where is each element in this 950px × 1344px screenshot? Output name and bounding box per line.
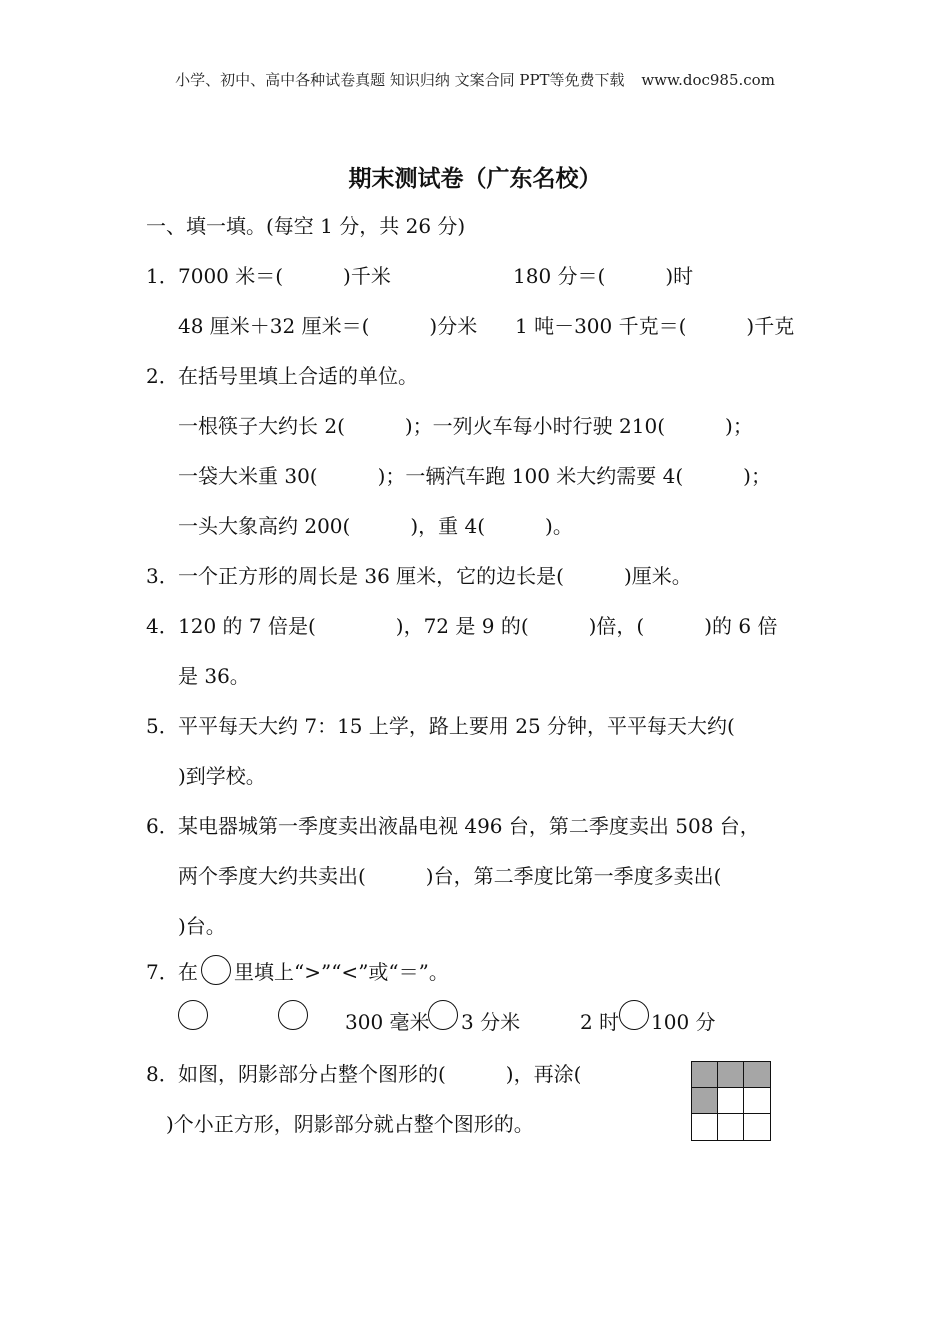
q3-text: 一个正方形的周长是 36 厘米，它的边长是( )厘米。 [178,564,692,588]
q7-c1-right: 3 分米 [461,1010,521,1034]
compare-circle-4[interactable] [619,1000,649,1030]
q1-item-b: 180 分＝( )时 [513,264,694,288]
grid-cell [718,1114,744,1140]
q7-number: 7． [146,960,179,984]
q2-number: 2． [146,364,179,388]
q4-line-1: 120 的 7 倍是( )，72 是 9 的( )倍，( )的 6 倍 [178,614,778,638]
compare-circle-1[interactable] [178,1000,208,1030]
q6-line-3: )台。 [178,914,226,938]
q1-item-a: 7000 米＝( )千米 [178,264,391,288]
grid-cell [718,1062,744,1088]
q7-c2-right: 100 分 [651,1010,716,1034]
q7-pre: 在 [178,960,198,984]
q2-line-2: 一袋大米重 30( )；一辆汽车跑 100 米大约需要 4( )； [178,464,771,488]
compare-circle-3[interactable] [428,1000,458,1030]
shaded-grid-figure [691,1061,771,1141]
q7-c1-left: 300 毫米 [345,1010,430,1034]
q5-line-2: )到学校。 [178,764,266,788]
q8-line-2: )个小正方形，阴影部分就占整个图形的。 [166,1112,534,1136]
q4-number: 4． [146,614,179,638]
q1-item-c: 48 厘米＋32 厘米＝( )分米 [178,314,478,338]
compare-circle-2[interactable] [278,1000,308,1030]
grid-cell [692,1088,718,1114]
q5-line-1: 平平每天大约 7：15 上学，路上要用 25 分钟，平平每天大约( [178,714,735,738]
section-heading: 一、填一填。(每空 1 分，共 26 分) [146,214,466,238]
q2-line-1: 一根筷子大约长 2( )；一列火车每小时行驶 210( )； [178,414,753,438]
q2-stem: 在括号里填上合适的单位。 [178,364,418,388]
q5-number: 5． [146,714,179,738]
header-text: 小学、初中、高中各种试卷真题 知识归纳 文案合同 PPT等免费下载 [175,71,625,89]
q1-item-d: 1 吨－300 千克＝( )千克 [515,314,795,338]
q6-line-2: 两个季度大约共卖出( )台，第二季度比第一季度多卖出( [178,864,722,888]
grid-cell [744,1062,770,1088]
page-title: 期末测试卷（广东名校） [348,166,602,192]
q4-line-2: 是 36。 [178,664,250,688]
q6-line-1: 某电器城第一季度卖出液晶电视 496 台，第二季度卖出 508 台， [178,814,760,838]
q2-line-3: 一头大象高约 200( )，重 4( )。 [178,514,573,538]
grid-cell [692,1114,718,1140]
grid-cell [692,1062,718,1088]
q6-number: 6． [146,814,179,838]
q7-post: 里填上“>”“<”或“＝”。 [234,960,449,984]
grid-cell [744,1114,770,1140]
q8-line-1: 如图，阴影部分占整个图形的( )，再涂( [178,1062,582,1086]
header-url[interactable]: www.doc985.com [641,71,775,89]
compare-circle-example [201,955,231,985]
q1-number: 1． [146,264,179,288]
q8-number: 8． [146,1062,179,1086]
page-header [0,69,950,90]
grid-cell [718,1088,744,1114]
grid-cell [744,1088,770,1114]
q7-c2-left: 2 时 [580,1010,620,1034]
q3-number: 3． [146,564,179,588]
